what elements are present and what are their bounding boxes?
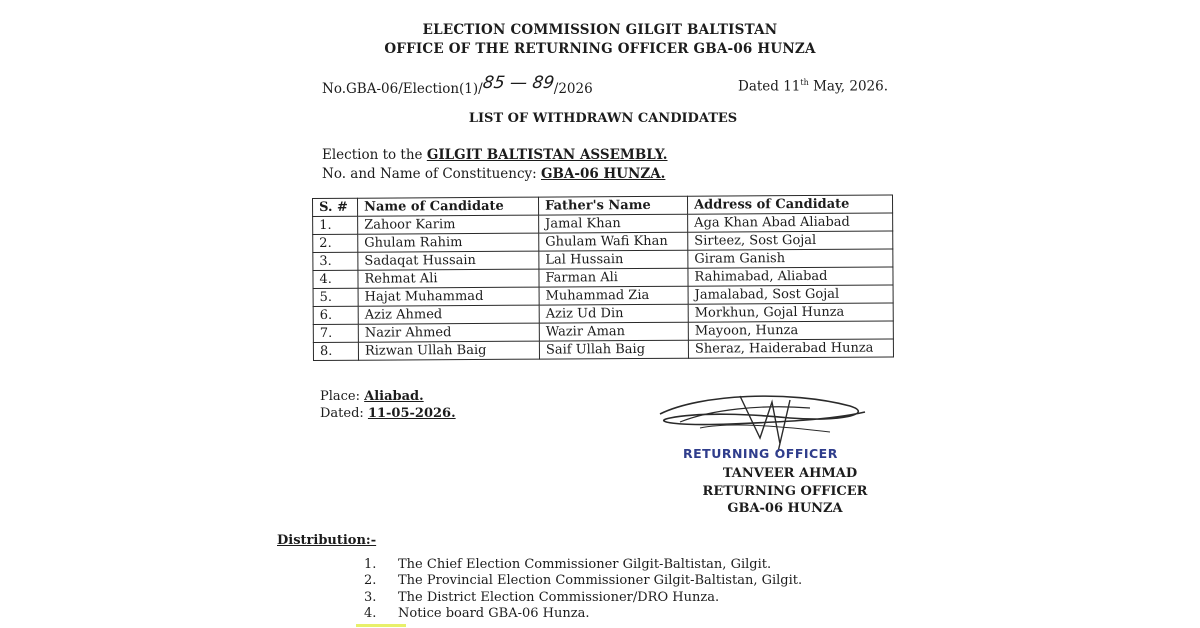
serial-cell: 5.: [313, 288, 358, 306]
father-name-cell: Farman Ali: [539, 268, 688, 287]
place-line: [320, 389, 424, 404]
candidate-name-cell: Ghulam Rahim: [358, 233, 539, 252]
table-row: [313, 339, 893, 361]
address-cell: Aga Khan Abad Aliabad: [688, 213, 893, 232]
reference-prefix: No.GBA-06/Election(1)/: [322, 81, 483, 97]
address-cell: Sirteez, Sost Gojal: [688, 231, 893, 250]
reference-number: [322, 73, 593, 98]
father-name-cell: Ghulam Wafi Khan: [539, 232, 688, 251]
distribution-item-text: The Provincial Election Commissioner Gilgit-Baltistan, Gilgit.: [398, 573, 803, 588]
serial-cell: 8.: [313, 342, 358, 360]
date-label: Dated 11: [738, 78, 801, 95]
distribution-item-number: 2.: [364, 573, 377, 588]
distribution-item: [364, 590, 719, 605]
column-header: Father's Name: [538, 196, 687, 215]
serial-cell: 3.: [313, 252, 358, 270]
address-cell: Mayoon, Hunza: [688, 321, 893, 340]
constituency-label: No. and Name of Constituency:: [322, 166, 541, 182]
column-header: S. #: [313, 198, 358, 216]
father-name-cell: Lal Hussain: [539, 250, 688, 269]
serial-cell: 4.: [313, 270, 358, 288]
father-name-cell: Aziz Ud Din: [539, 304, 688, 323]
father-name-cell: Jamal Khan: [539, 214, 688, 233]
candidates-table: [312, 194, 894, 361]
document-title: LIST OF WITHDRAWN CANDIDATES: [468, 111, 738, 126]
candidate-name-cell: Rehmat Ali: [358, 269, 539, 288]
address-cell: Giram Ganish: [688, 249, 893, 268]
officer-constituency: GBA-06 HUNZA: [727, 501, 843, 516]
father-name-cell: Wazir Aman: [539, 322, 688, 341]
candidate-name-cell: Aziz Ahmed: [358, 305, 539, 324]
returning-officer-stamp: RETURNING OFFICER: [683, 446, 838, 461]
candidate-name-cell: Zahoor Karim: [358, 215, 539, 234]
serial-cell: 1.: [313, 216, 358, 234]
constituency-value: GBA-06 HUNZA.: [540, 166, 666, 182]
distribution-item-text: The District Election Commissioner/DRO Hunza.: [398, 590, 720, 605]
candidate-name-cell: Nazir Ahmed: [358, 323, 539, 342]
distribution-item: [364, 557, 771, 572]
place-label: Place:: [320, 389, 365, 404]
serial-cell: 7.: [313, 324, 358, 342]
dated-line: [320, 406, 456, 421]
distribution-item-text: The Chief Election Commissioner Gilgit-Baltistan, Gilgit.: [398, 557, 772, 572]
place-value: Aliabad.: [364, 389, 424, 404]
distribution-item: [364, 573, 802, 588]
date-rest: May, 2026.: [808, 78, 889, 95]
constituency-line: [322, 166, 665, 182]
address-cell: Jamalabad, Sost Gojal: [688, 285, 893, 304]
dated-value: 11-05-2026.: [367, 406, 456, 421]
officer-name: TANVEER AHMAD: [722, 466, 858, 481]
candidate-name-cell: Rizwan Ullah Baig: [358, 341, 539, 360]
highlighter-mark: [356, 624, 406, 627]
address-cell: Sheraz, Haiderabad Hunza: [688, 339, 893, 358]
election-label: Election to the: [322, 147, 427, 163]
election-line: [322, 147, 668, 163]
distribution-item-number: 1.: [364, 557, 377, 572]
distribution-item-text: Notice board GBA-06 Hunza.: [398, 606, 590, 621]
handwritten-serial: 85 — 89: [481, 73, 556, 93]
column-header: Address of Candidate: [687, 195, 892, 214]
reference-date: [738, 78, 888, 95]
distribution-item: [364, 606, 589, 621]
header-line-1: ELECTION COMMISSION GILGIT BALTISTAN: [422, 22, 778, 38]
candidate-name-cell: Hajat Muhammad: [358, 287, 539, 306]
distribution-heading: Distribution:-: [277, 533, 377, 548]
address-cell: Morkhun, Gojal Hunza: [688, 303, 893, 322]
distribution-item-number: 4.: [364, 606, 377, 621]
header-line-2: OFFICE OF THE RETURNING OFFICER GBA-06 HUNZA: [384, 41, 816, 57]
dated-label: Dated:: [320, 406, 368, 421]
officer-designation: RETURNING OFFICER: [702, 484, 868, 499]
address-cell: Rahimabad, Aliabad: [688, 267, 893, 286]
date-suffix: th: [800, 78, 809, 87]
candidate-name-cell: Sadaqat Hussain: [358, 251, 539, 270]
father-name-cell: Muhammad Zia: [539, 286, 688, 305]
reference-suffix: /2026: [553, 81, 593, 97]
distribution-item-number: 3.: [364, 590, 377, 605]
election-value: GILGIT BALTISTAN ASSEMBLY.: [426, 147, 668, 163]
father-name-cell: Saif Ullah Baig: [539, 340, 688, 359]
column-header: Name of Candidate: [358, 197, 539, 216]
serial-cell: 6.: [313, 306, 358, 324]
serial-cell: 2.: [313, 234, 358, 252]
